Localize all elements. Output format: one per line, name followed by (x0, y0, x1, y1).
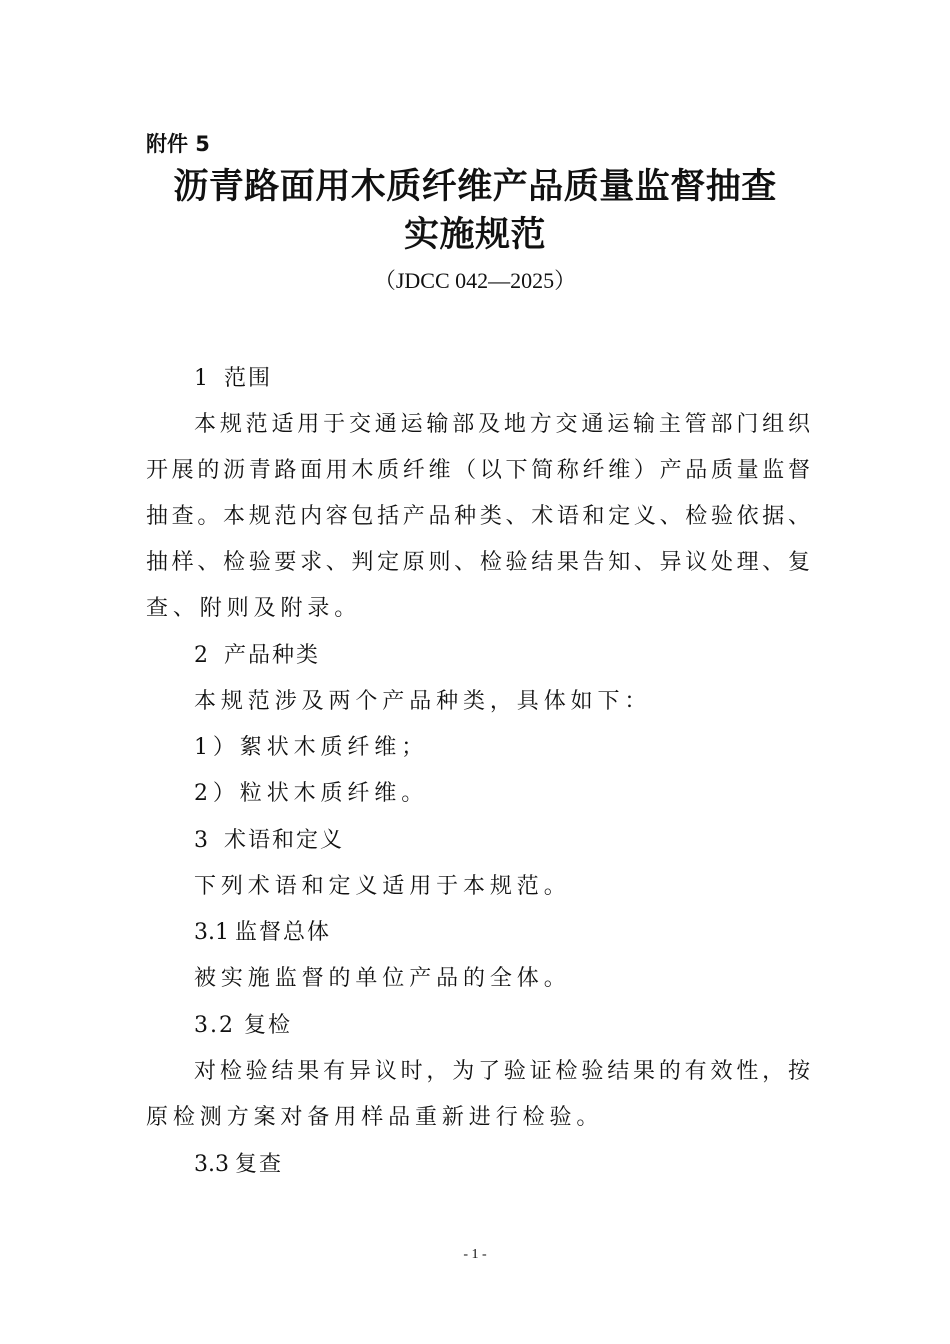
paragraph-line: 查、附则及附录。 (146, 596, 362, 621)
paragraph-line: 抽样、检验要求、判定原则、检验结果告知、异议处理、复 (146, 550, 810, 575)
section-3-2-heading: 3.2 复检 (194, 1013, 292, 1038)
list-item: 2）粒状木质纤维。 (194, 781, 429, 806)
document-title-line-1: 沥青路面用木质纤维产品质量监督抽查 (173, 167, 777, 207)
paragraph-line: 抽查。本规范内容包括产品种类、术语和定义、检验依据、 (146, 504, 810, 529)
document-title-line-2: 实施规范 (403, 215, 546, 255)
standard-code: （JDCC 042—2025） (373, 268, 577, 293)
paragraph-line: 本规范适用于交通运输部及地方交通运输主管部门组织 (194, 412, 810, 437)
paragraph-line: 被实施监督的单位产品的全体。 (194, 966, 571, 991)
section-2-heading (194, 641, 810, 671)
section-1-heading (194, 364, 810, 394)
section-number: 3.1 (194, 920, 229, 945)
section-title: 术语和定义 (224, 828, 345, 853)
section-title: 产品种类 (224, 643, 321, 668)
section-3-1-heading (194, 918, 810, 948)
section-title: 监督总体 (235, 920, 332, 945)
page-number: - 1 - (463, 1247, 487, 1262)
section-title: 范围 (224, 366, 273, 391)
section-title: 复查 (235, 1152, 284, 1177)
section-number: 1 (194, 366, 208, 391)
section-3-3-heading (194, 1150, 810, 1180)
section-3-heading (194, 826, 810, 856)
paragraph-line: 对检验结果有异议时，为了验证检验结果的有效性，按 (194, 1059, 810, 1084)
paragraph-line: 开展的沥青路面用木质纤维（以下简称纤维）产品质量监督 (146, 458, 810, 483)
attachment-label: 附件 5 (146, 132, 210, 156)
section-number: 3.3 (194, 1152, 229, 1177)
section-number: 2 (194, 643, 208, 668)
list-item: 1）絮状木质纤维； (194, 735, 429, 760)
paragraph-line: 本规范涉及两个产品种类，具体如下： (194, 689, 652, 714)
section-number: 3 (194, 828, 208, 853)
paragraph-line: 原检测方案对备用样品重新进行检验。 (146, 1105, 604, 1130)
paragraph-line: 下列术语和定义适用于本规范。 (194, 874, 571, 899)
